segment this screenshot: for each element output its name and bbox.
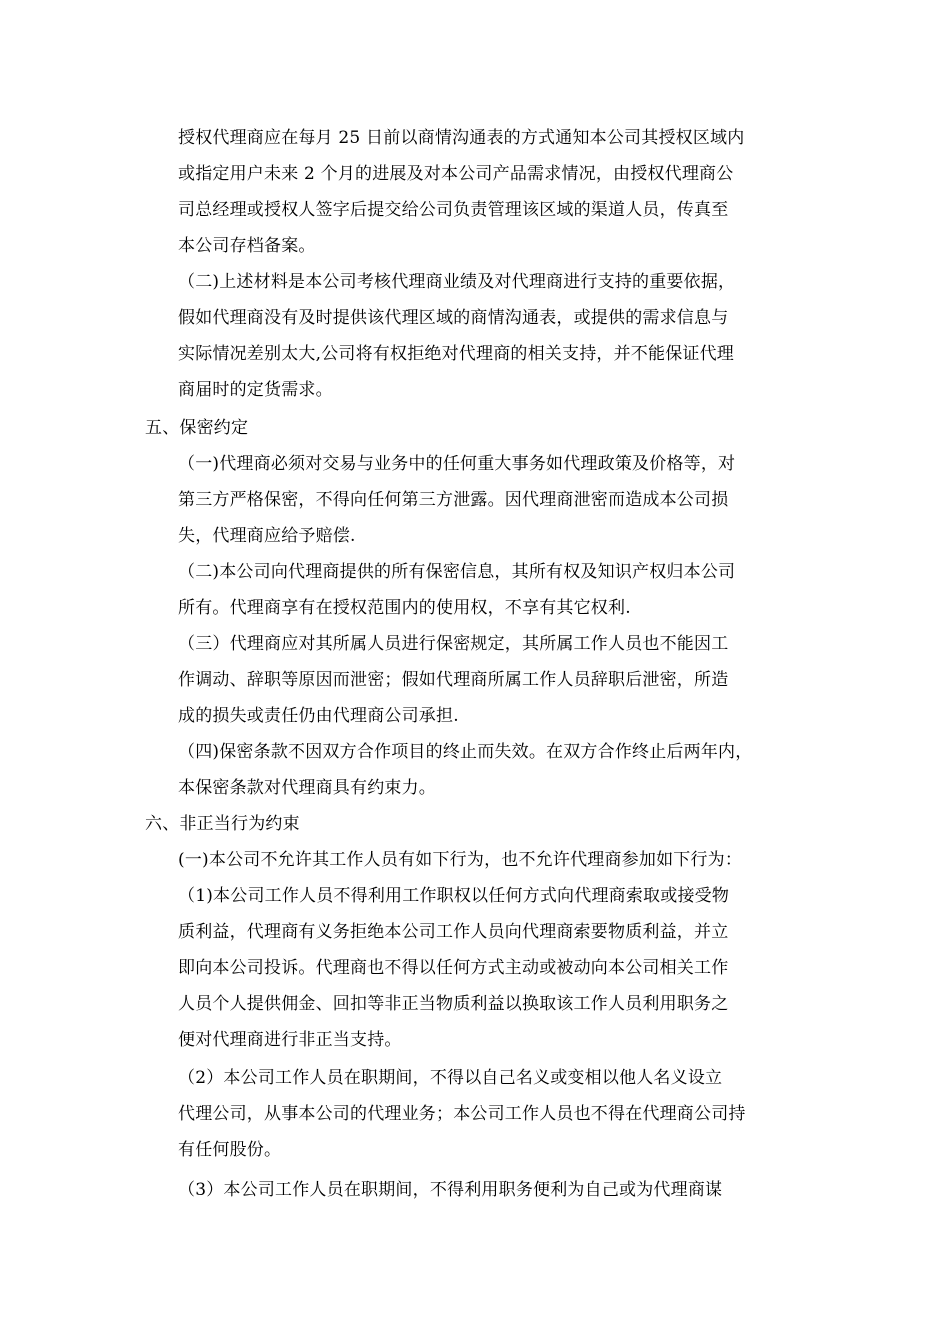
text-line: 失，代理商应给予赔偿. <box>178 526 356 546</box>
text-line: （二)本公司向代理商提供的所有保密信息，其所有权及知识产权归本公司 <box>178 562 736 582</box>
text-line: 第三方严格保密，不得向任何第三方泄露。因代理商泄密而造成本公司损 <box>178 490 729 510</box>
section-heading: 六、非正当行为约束 <box>145 814 300 834</box>
text-line: 即向本公司投诉。代理商也不得以任何方式主动或被动向本公司相关工作 <box>178 958 729 978</box>
text-line: 质利益，代理商有义务拒绝本公司工作人员向代理商索要物质利益，并立 <box>178 922 729 942</box>
text-line: 所有。代理商享有在授权范围内的使用权，不享有其它权利. <box>178 598 631 618</box>
text-line: 便对代理商进行非正当支持。 <box>178 1030 402 1050</box>
text-line: (一)本公司不允许其工作人员有如下行为，也不允许代理商参加如下行为： <box>178 850 743 870</box>
text-line: （一)代理商必须对交易与业务中的任何重大事务如代理政策及价格等，对 <box>178 454 736 474</box>
text-line: （1)本公司工作人员不得利用工作职权以任何方式向代理商索取或接受物 <box>178 886 730 906</box>
text-line: （3）本公司工作人员在职期间，不得利用职务便利为自己或为代理商谋 <box>178 1180 723 1200</box>
text-line: 实际情况差别太大,公司将有权拒绝对代理商的相关支持，并不能保证代理 <box>178 344 735 364</box>
text-line: 假如代理商没有及时提供该代理区域的商情沟通表，或提供的需求信息与 <box>178 308 729 328</box>
text-line: 人员个人提供佣金、回扣等非正当物质利益以换取该工作人员利用职务之 <box>178 994 729 1014</box>
text-line: 商届时的定货需求。 <box>178 380 333 400</box>
text-line: （三）代理商应对其所属人员进行保密规定，其所属工作人员也不能因工 <box>178 634 729 654</box>
text-line: （2）本公司工作人员在职期间，不得以自己名义或变相以他人名义设立 <box>178 1068 723 1088</box>
text-line: 成的损失或责任仍由代理商公司承担. <box>178 706 459 726</box>
text-line: 或指定用户未来 2 个月的进展及对本公司产品需求情况，由授权代理商公 <box>178 164 734 184</box>
text-line: （四)保密条款不因双方合作项目的终止而失效。在双方合作终止后两年内， <box>178 742 753 762</box>
text-line: （二)上述材料是本公司考核代理商业绩及对代理商进行支持的重要依据， <box>178 272 736 292</box>
text-line: 本公司存档备案。 <box>178 236 316 256</box>
text-line: 授权代理商应在每月 25 日前以商情沟通表的方式通知本公司其授权区域内 <box>178 128 745 148</box>
text-line: 作调动、辞职等原因而泄密；假如代理商所属工作人员辞职后泄密，所造 <box>178 670 729 690</box>
text-line: 司总经理或授权人签字后提交给公司负责管理该区域的渠道人员，传真至 <box>178 200 729 220</box>
text-line: 代理公司，从事本公司的代理业务；本公司工作人员也不得在代理商公司持 <box>178 1104 746 1124</box>
text-line: 本保密条款对代理商具有约束力。 <box>178 778 436 798</box>
section-heading: 五、保密约定 <box>145 418 249 438</box>
text-line: 有任何股份。 <box>178 1140 282 1160</box>
